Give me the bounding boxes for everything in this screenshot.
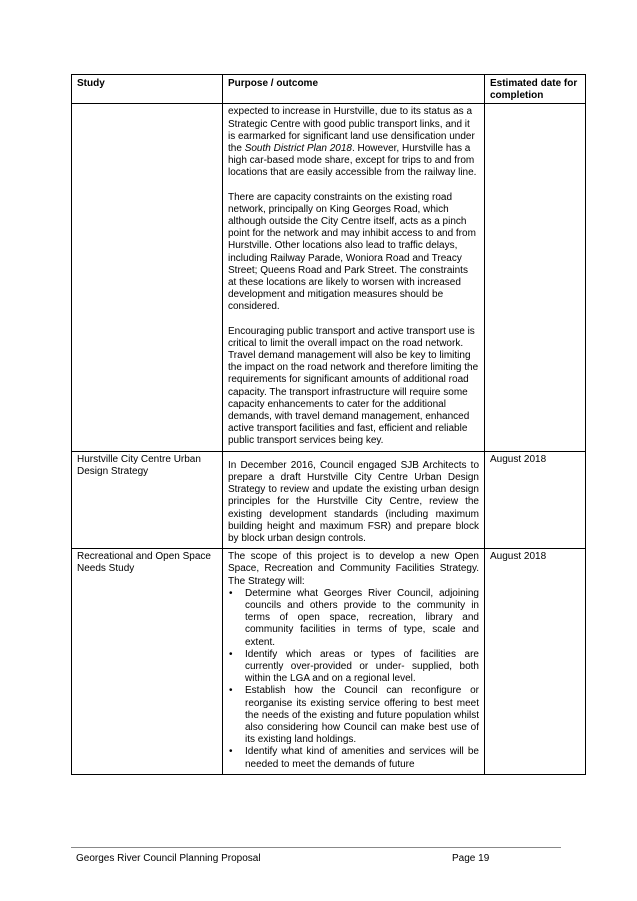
row1-date-cell — [485, 104, 586, 451]
row1-study-cell — [72, 104, 223, 451]
header-study: Study — [72, 75, 223, 104]
footer-title: Georges River Council Planning Proposal — [76, 853, 261, 864]
list-item: • Determine what Georges River Council, adjoining councils and others provide to the community in terms of open space, recreation, library and community facilities in terms of type, scale and extent. — [229, 587, 479, 648]
footer-page-number: Page 19 — [452, 853, 490, 864]
plan-name: South District Plan 2018 — [244, 143, 352, 155]
bullet-icon: • — [229, 648, 233, 660]
list-item: • Identify which areas or types of facilities are currently over-provided or under- supplied, both within the LGA and on a regional level. — [229, 648, 479, 685]
row3-intro-text: The scope of this project is to develop a new Open Space, Recreation and Community Facilities Strategy. The Strategy will: — [228, 551, 479, 587]
bullet-icon: • — [229, 587, 233, 599]
row1-paragraph — [228, 106, 479, 179]
table-header-row — [72, 75, 586, 104]
row3-purpose-cell — [223, 549, 485, 775]
strategy-bullet-list — [228, 588, 479, 771]
row1-purpose-cell — [223, 104, 485, 451]
list-item: • Establish how the Council can reconfigure or reorganise its existing service offering to best meet the needs of the existing and future population whilst also considering how Council can make best use of its existing land holdings. — [229, 685, 479, 746]
bullet-icon: • — [229, 746, 233, 758]
row2-study-cell: Hurstville City Centre Urban Design Strategy — [72, 451, 223, 548]
list-item: • Identify what kind of amenities and services will be needed to meet the demands of future — [229, 746, 479, 770]
row1-p1-text-a: expected to increase in Hurstville, due to its status as a Strategic Centre with good public transport links, and it is earmarked for significant land use densification under the — [228, 106, 475, 155]
row2-purpose-text: In December 2016, Council engaged SJB Architects to prepare a draft Hurstville City Centre Urban Design Strategy to review and update the existing urban design principles for the Hurstville City Centre, review the existing development standards (including maximum building height and maximum FSR) and prepare block by block urban design controls. — [228, 459, 479, 544]
bullet-icon: • — [229, 685, 233, 697]
footer-divider — [71, 847, 561, 848]
header-purpose: Purpose / outcome — [223, 75, 485, 104]
row3-study-cell: Recreational and Open Space Needs Study — [72, 549, 223, 775]
table-row — [72, 451, 586, 548]
row1-paragraph: Encouraging public transport and active transport use is critical to limit the overall impact on the road network. Travel demand management will also be key to limiting the impact on the road network and therefore limiting the requirements for significant amounts of additional road capacity. The transport infrastructure will require some capacity enhancements to cater for the additional demands, with travel demand management, enhanced active transport facilities and fast, efficient and reliable public transport services being key. — [228, 325, 479, 447]
row2-date-cell: August 2018 — [485, 451, 586, 548]
table-row — [72, 549, 586, 775]
studies-table — [71, 74, 586, 775]
row1-paragraph: There are capacity constraints on the existing road network, principally on King Georges Road, which although outside the City Centre itself, acts as a pinch point for the network and may inhibit access to and from Hurstville. Other locations also lead to traffic delays, including Railway Parade, Woniora Road and Treacy Street; Queens Road and Park Street. The constraints at these locations are likely to worsen with increased development and mitigation measures should be considered. — [228, 191, 476, 313]
row1-p1-text-b: . However, Hurstville has a high car-based mode share, except for trips to and from locations that are easily accessible from the railway line. — [228, 143, 477, 179]
row3-date-cell: August 2018 — [485, 549, 586, 775]
row2-purpose-cell — [223, 451, 485, 548]
header-date: Estimated date for completion — [485, 75, 586, 104]
table-row — [72, 104, 586, 451]
